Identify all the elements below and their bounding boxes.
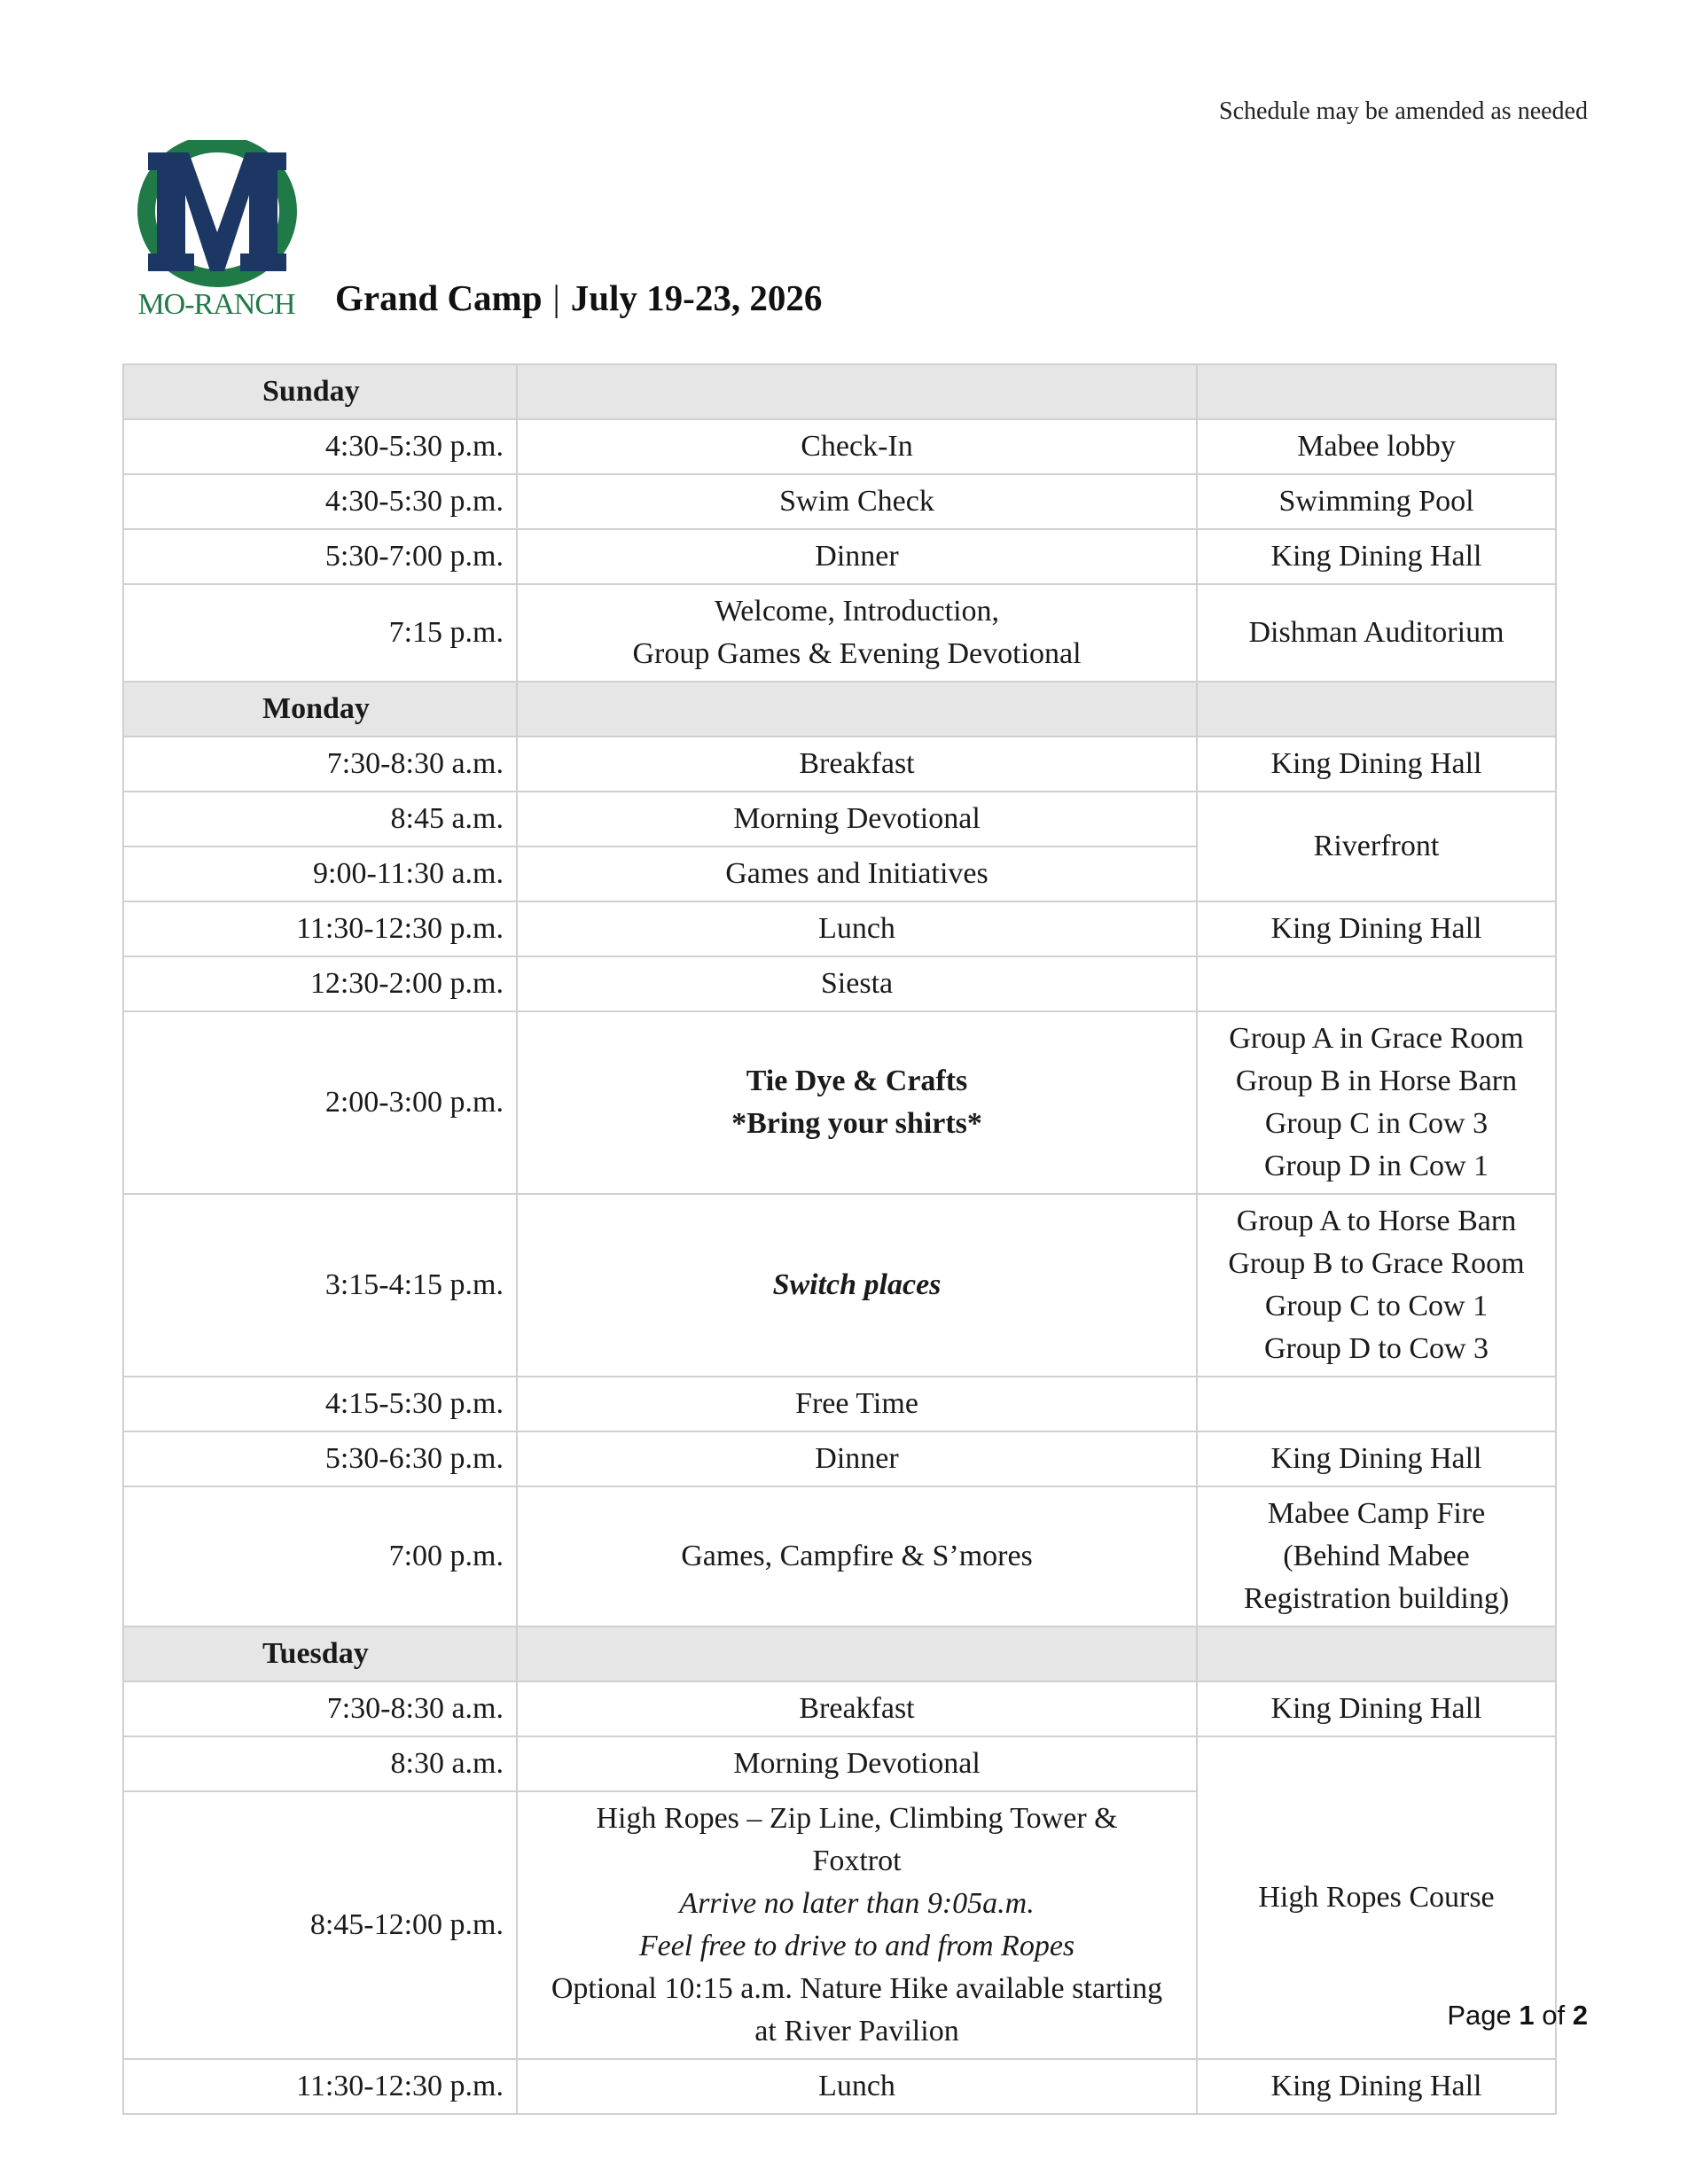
activity-line: *Bring your shirts*	[731, 1107, 982, 1140]
day-header-sunday	[123, 364, 1556, 419]
time-cell: 11:30-12:30 p.m.	[123, 2059, 517, 2114]
activity-cell: Morning Devotional	[517, 1736, 1197, 1791]
location-line: Group A in Grace Room	[1229, 1022, 1524, 1055]
activity-line: High Ropes – Zip Line, Climbing Tower &	[596, 1802, 1118, 1835]
activity-note: Arrive no later than 9:05a.m.	[679, 1887, 1035, 1920]
time-cell: 9:00-11:30 a.m.	[123, 846, 517, 901]
location-line: Group A to Horse Barn	[1236, 1205, 1517, 1237]
activity-cell: Swim Check	[517, 474, 1197, 529]
day-band-cell	[1197, 1626, 1556, 1681]
schedule-row	[123, 584, 1556, 682]
time-cell: 8:45 a.m.	[123, 792, 517, 846]
location-cell: Swimming Pool	[1197, 474, 1556, 529]
activity-cell: Free Time	[517, 1377, 1197, 1431]
day-band-cell	[1197, 682, 1556, 737]
schedule-row	[123, 474, 1556, 529]
schedule-row	[123, 1194, 1556, 1377]
time-cell: 5:30-7:00 p.m.	[123, 529, 517, 584]
day-band-cell	[517, 1626, 1197, 1681]
day-name: Monday	[123, 682, 517, 737]
activity-cell: Switch places	[517, 1194, 1197, 1377]
location-line: Group D in Cow 1	[1263, 1150, 1489, 1182]
current-page: 1	[1519, 2000, 1535, 2031]
location-line: Registration building)	[1243, 1582, 1510, 1615]
location-cell	[1197, 956, 1556, 1011]
activity-cell: Dinner	[517, 529, 1197, 584]
schedule-row	[123, 737, 1556, 792]
activity-cell: Games, Campfire & S’mores	[517, 1486, 1197, 1626]
day-header-monday	[123, 682, 1556, 737]
schedule-row	[123, 901, 1556, 956]
day-header-tuesday	[123, 1626, 1556, 1681]
location-cell: King Dining Hall	[1197, 529, 1556, 584]
activity-cell: Check-In	[517, 419, 1197, 474]
schedule-row	[123, 529, 1556, 584]
time-cell: 8:45-12:00 p.m.	[123, 1791, 517, 2059]
location-line: Group C to Cow 1	[1264, 1290, 1489, 1322]
activity-note: Feel free to drive to and from Ropes	[638, 1930, 1075, 1962]
svg-text:MO-RANCH: MO-RANCH	[137, 288, 295, 317]
activity-cell: Lunch	[517, 901, 1197, 956]
location-cell: King Dining Hall	[1197, 737, 1556, 792]
day-band-cell	[517, 364, 1197, 419]
amendment-note: Schedule may be amended as needed	[1219, 98, 1588, 125]
schedule-row	[123, 792, 1556, 846]
page-number	[1447, 2000, 1588, 2032]
schedule-row	[123, 1377, 1556, 1431]
time-cell: 7:30-8:30 a.m.	[123, 737, 517, 792]
of-word: of	[1542, 2000, 1566, 2031]
activity-cell: Games and Initiatives	[517, 846, 1197, 901]
activity-cell	[517, 584, 1197, 682]
page-word: Page	[1447, 2000, 1512, 2031]
activity-cell: Morning Devotional	[517, 792, 1197, 846]
activity-cell: Breakfast	[517, 1681, 1197, 1736]
event-name: Grand Camp	[335, 277, 543, 318]
activity-cell: Lunch	[517, 2059, 1197, 2114]
time-cell: 7:15 p.m.	[123, 584, 517, 682]
activity-cell	[517, 1791, 1197, 2059]
schedule-row	[123, 1011, 1556, 1194]
time-cell: 12:30-2:00 p.m.	[123, 956, 517, 1011]
location-line: Group C in Cow 3	[1264, 1107, 1489, 1140]
schedule-table	[122, 363, 1557, 2115]
location-cell: Riverfront	[1197, 792, 1556, 901]
activity-line: Tie Dye & Crafts	[746, 1065, 968, 1097]
time-cell: 2:00-3:00 p.m.	[123, 1011, 517, 1194]
activity-line: Welcome, Introduction,	[714, 595, 1000, 628]
time-cell: 3:15-4:15 p.m.	[123, 1194, 517, 1377]
location-line: Mabee Camp Fire	[1267, 1497, 1486, 1530]
location-cell: Mabee lobby	[1197, 419, 1556, 474]
schedule-row	[123, 419, 1556, 474]
location-cell	[1197, 1377, 1556, 1431]
time-cell: 11:30-12:30 p.m.	[123, 901, 517, 956]
activity-line: Optional 10:15 a.m. Nature Hike available starting	[551, 1972, 1163, 2005]
activity-cell: Siesta	[517, 956, 1197, 1011]
schedule-row	[123, 1736, 1556, 1791]
location-cell: King Dining Hall	[1197, 2059, 1556, 2114]
activity-cell: Breakfast	[517, 737, 1197, 792]
location-cell	[1197, 1194, 1556, 1377]
location-cell	[1197, 1011, 1556, 1194]
day-name: Tuesday	[123, 1626, 517, 1681]
location-cell: Dishman Auditorium	[1197, 584, 1556, 682]
location-line: Group D to Cow 3	[1263, 1332, 1489, 1365]
location-cell: King Dining Hall	[1197, 1681, 1556, 1736]
schedule-row	[123, 1431, 1556, 1486]
schedule-row	[123, 1681, 1556, 1736]
title-separator: |	[552, 277, 560, 318]
time-cell: 8:30 a.m.	[123, 1736, 517, 1791]
location-line: Group B in Horse Barn	[1235, 1065, 1518, 1097]
location-line: (Behind Mabee	[1283, 1540, 1470, 1572]
location-line: Group B to Grace Room	[1228, 1247, 1525, 1280]
activity-line: Foxtrot	[812, 1845, 902, 1877]
day-band-cell	[517, 682, 1197, 737]
page-title	[335, 277, 822, 319]
mo-ranch-logo	[136, 140, 297, 317]
location-cell: High Ropes Course	[1197, 1736, 1556, 2059]
location-cell	[1197, 1486, 1556, 1626]
event-dates: July 19-23, 2026	[570, 277, 823, 318]
total-pages: 2	[1572, 2000, 1588, 2031]
time-cell: 4:30-5:30 p.m.	[123, 419, 517, 474]
day-band-cell	[1197, 364, 1556, 419]
activity-line: at River Pavilion	[754, 2015, 959, 2048]
time-cell: 5:30-6:30 p.m.	[123, 1431, 517, 1486]
schedule-row	[123, 956, 1556, 1011]
time-cell: 4:15-5:30 p.m.	[123, 1377, 517, 1431]
activity-cell	[517, 1011, 1197, 1194]
schedule-row	[123, 2059, 1556, 2114]
time-cell: 4:30-5:30 p.m.	[123, 474, 517, 529]
time-cell: 7:00 p.m.	[123, 1486, 517, 1626]
location-cell: King Dining Hall	[1197, 1431, 1556, 1486]
location-cell: King Dining Hall	[1197, 901, 1556, 956]
time-cell: 7:30-8:30 a.m.	[123, 1681, 517, 1736]
activity-cell: Dinner	[517, 1431, 1197, 1486]
day-name: Sunday	[123, 364, 517, 419]
schedule-row	[123, 1486, 1556, 1626]
activity-line: Group Games & Evening Devotional	[632, 637, 1082, 670]
